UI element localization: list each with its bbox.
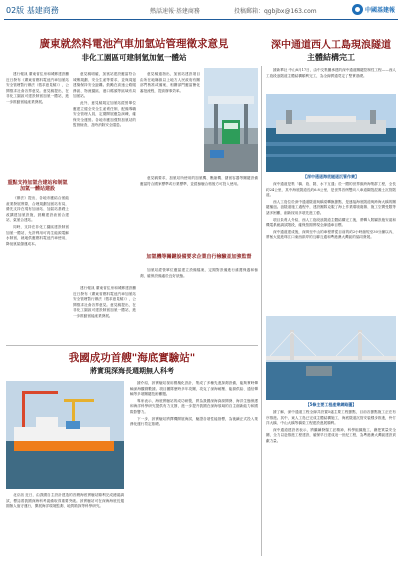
left-article-col2-lower — [73, 286, 136, 342]
bottom-paragraph: 據介紹，該實驗站採用模塊化設計，集成了多種先進探測設備，能夠實時傳輸深海觀測數據。項目團隊歷時多年攻關，攻克了深海耐壓、能源供給、通信傳輸等多項關鍵技術難題。 — [130, 381, 258, 397]
left-article-col3-bottom — [140, 268, 258, 342]
left-paragraph: 意見稿要求，加氫站所使用的加氫機、壓縮機、儲氫容器等關鍵設備應當符合國家標準或行業標準，並經檢驗合格後方可投入使用。 — [140, 176, 258, 186]
left-paragraph: 建行報訊 廣東省住房和城鄉建設廳近日發布《廣東省燃料電池汽車加氫站安全管理暫行辦法（徵求意見稿）》，公開徵求社會各界意見。意見稿提出，在非化工園區可建設制氫加氫一體站，進一步推動氫能產業發展。 — [6, 72, 69, 104]
left-headline: 廣東就然料電池汽車加氫站管理徵求意見 — [39, 38, 229, 50]
bottom-article-col1 — [6, 493, 124, 559]
right-paragraph: 西人工島位於深中通道隧道與橋梁轉換節點，是連接海底隧道與跨海大橋的關鍵樞紐。浪隧道施工過程中，建設團隊克服了海上作業環境複雜、施工空間受限等諸多困難，創新採用多項先進工藝。 — [266, 199, 396, 215]
left-paragraph: 意見稿明確，加氫站建設應當符合城鄉規劃、安全生產等要求，並與周邊建築保持安全距離。鼓勵在高速公路服務區、物流園區、港口碼頭等區域布局加氫站。 — [73, 72, 136, 99]
left-subhead-2: 加氫機等關鍵設備要求企業自行檢驗並加強監督 — [146, 254, 252, 260]
right-paragraph: 深中通道是集「橋、島、隧、水下互通」於一體的世界級跨海集群工程，全長約24公里，其中海底隧道長約6.8公里，是世界首例雙向八車道鋼殼混凝土沉管隧道。 — [266, 182, 396, 198]
right-paragraph: 深中通道建成後，深圳至中山的車程將從目前的約2小時縮短至30分鐘以內，將極大促進珠江口東西兩岸的互聯互通和粵港澳大灣區的協同發展。 — [266, 229, 396, 240]
header-site-text: 投稿郵箱：qgbjbx@163.com — [234, 8, 317, 15]
bottom-headline: 我國成功首艘"海底實驗站" — [68, 352, 196, 364]
bottom-paragraph: 北京訊 近日，由我國自主設計建造的首艘海底實驗站順利完成總裝調試，標誌着我國深海科考裝備取得重要突破。該實驗站可在深海海底長週期無人值守運行，開展海洋環境監測、地質勘探等科學研究。 — [6, 493, 124, 509]
right-paragraph: 據了解，深中通道工程全線共設置5處主要工程節點，目前各節點施工正在有序推進。其中，東人工島已完成主體結構施工，海底隧道沉管安裝穩步推進，伶仃洋大橋、中山大橋等橋梁工程建設進展順利。 — [266, 410, 396, 426]
left-article-col3 — [140, 72, 200, 172]
bottom-paragraph: 專家表示，海底實驗站的成功研製，將為我國深海資源開發、海洋生態保護和海洋科學研究提供有力支撐，進一步提升我國在深海領域的自主創新能力和國際影響力。 — [130, 398, 258, 414]
right-article-body — [266, 182, 396, 312]
research-vessel-photo — [6, 381, 124, 489]
research-vessel-image — [6, 381, 124, 489]
hydrogen-station-photo — [204, 68, 258, 172]
tunnel-photo — [266, 94, 396, 172]
header-center-text: 熱話速報·基建商務 — [150, 8, 200, 15]
newspaper-logo — [352, 3, 398, 17]
left-paragraph: 加氫站經營單位應當建立設備檔案，定期對設備進行維護保養和檢測，確保設備處於良好狀態。 — [140, 268, 258, 278]
section-divider — [6, 345, 258, 346]
bridge-photo — [266, 316, 396, 400]
bottom-paragraph: 下一步，該實驗站將擇機開展海試，驗證各項性能指標，為後續正式投入業務化運行奠定基礎。 — [130, 416, 258, 427]
page-label: 02版 基建商務 — [6, 6, 59, 15]
left-paragraph: 同時，支持在非化工園區建設制氫加氫一體站，允許利用可再生能源電解水制氫，就地供應燃料電池汽車使用，降低氫氣儲運成本。 — [6, 224, 69, 246]
left-paragraph: 建行報訊 廣東省住房和城鄉建設廳近日發布《廣東省燃料電池汽車加氫站安全管理暫行辦法（徵求意見稿）》，公開徵求社會各界意見。意見稿提出，在非化工園區可建設制氫加氫一體站，進一步推動氫能產業發展。 — [73, 286, 136, 318]
left-subhead-1: 重點支持加氫合建站和制氫加氫一體站建設 — [7, 180, 68, 192]
bottom-article-col2 — [130, 381, 258, 559]
right-subheadline: 主體結構完工 — [307, 52, 355, 62]
left-article-col2 — [73, 72, 136, 282]
column-divider — [261, 66, 262, 556]
bridge-image — [266, 316, 396, 400]
left-article-col1-lower — [6, 196, 69, 342]
left-article-col1 — [6, 72, 69, 177]
right-article-body-lower — [266, 410, 396, 559]
header-rule — [4, 19, 398, 20]
right-paragraph: 項目負責人介紹，西人工島段浪隧道主體結構完工後，將轉入附屬設施安裝和機電系統調試階段，確保按期實現全線通車目標。 — [266, 217, 396, 228]
left-subheadline: 非化工園區可建制氫加氫一體站 — [81, 53, 187, 62]
left-article-col3-lower — [140, 176, 258, 251]
left-paragraph: 此外，意見稿規定加氫站經營單位應建立健全安全生產責任制，配備專職安全管理人員，定期開展應急演練，確保安全運營。各地市應加強對加氫站的監督檢查，及時消除安全隱患。 — [73, 100, 136, 128]
right-article-lead — [266, 68, 396, 92]
hydrogen-station-image — [204, 68, 258, 172]
right-lead: 據新華社 中山8月17日，由中交集團承建的深中通道關鍵控制性工程——西人工島段浪隧道主體結構順利完工，為全線貫通奠定了堅實基礎。 — [266, 68, 396, 78]
bridge-photo-caption: 【5條主要工程產業網路圖】 — [305, 402, 357, 407]
left-paragraph: 《辦法》提出，各地市應結合氫能產業發展實際，合理規劃加氫站布局，優先支持在現有加油站、加氣站基礎上改擴建加氫設施，鼓勵建設油氫合建站、氣氫合建站。 — [6, 196, 69, 223]
right-paragraph: 深中通道建設者表示，將繼續發揚工匠精神，科學組織施工，嚴把質量安全關，全力以赴推進工程建設，確保早日建成這一世紀工程，為粵港澳大灣區建設貢獻力量。 — [266, 427, 396, 443]
logo-text: 中國基建報 — [365, 7, 396, 14]
right-headline: 深中通道西人工島現浪隧道 — [271, 40, 391, 51]
logo-icon — [352, 4, 363, 15]
page-header — [0, 0, 402, 22]
bottom-subheadline: 將實現深海長週期無人科考 — [90, 366, 174, 375]
left-paragraph: 意見稿還指出，加氫站建設項目由所在地縣級以上地方人民政府有關部門核准或備案，相關部門應當簡化審批流程，提高辦事效率。 — [140, 72, 200, 93]
tunnel-photo-caption: 【深中通道海底隧道沉管作業】 — [303, 174, 359, 179]
tunnel-image — [266, 94, 396, 172]
